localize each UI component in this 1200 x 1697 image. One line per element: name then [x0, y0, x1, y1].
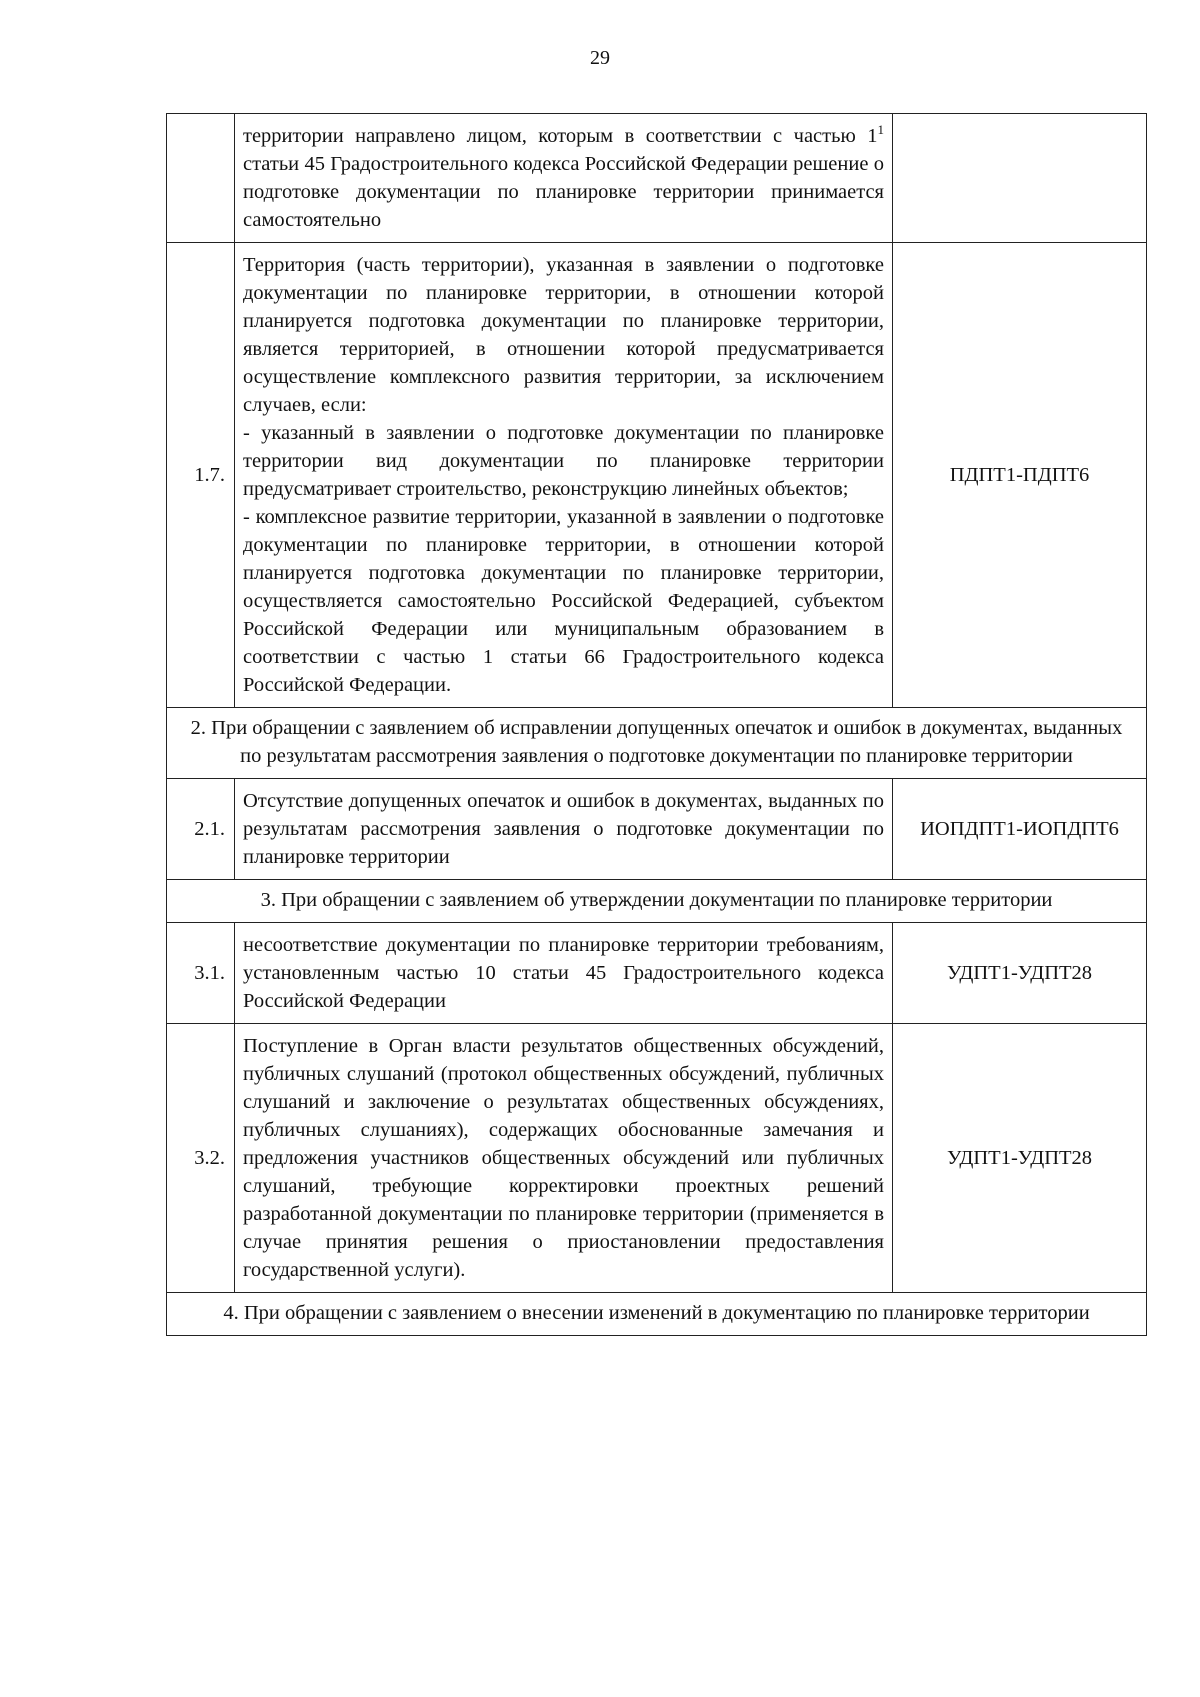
row-code: УДПТ1-УДПТ28	[893, 1024, 1147, 1293]
row-number: 3.2.	[167, 1024, 235, 1293]
row-text: Отсутствие допущенных опечаток и ошибок в документах, выданных по результатам рассмотрения заявления о подготовке документации по планировке территории	[235, 779, 893, 880]
row-number	[167, 114, 235, 243]
row-code: ИОПДПТ1-ИОПДПТ6	[893, 779, 1147, 880]
row-number: 2.1.	[167, 779, 235, 880]
row-number: 3.1.	[167, 923, 235, 1024]
row-text: Поступление в Орган власти результатов общественных обсуждений, публичных слушаний (протокол общественных обсуждений, публичных слушаний и заключение о результатах общественных обсуждениях, публичных слушаниях), содержащих обоснованные замечания и предложения участников общественных обсуждений или публичных слушаний, требующие корректировки проектных решений разработанной документации по планировке территории (применяется в случае принятия решения о приостановлении предоставления государственной услуги).	[235, 1024, 893, 1293]
table-row	[167, 243, 1147, 708]
superscript: 1	[877, 122, 884, 138]
section-heading: 4. При обращении с заявлением о внесении изменений в документацию по планировке территории	[167, 1293, 1147, 1336]
row-text	[235, 243, 893, 708]
section-row	[167, 880, 1147, 923]
row-code	[893, 114, 1147, 243]
section-row	[167, 1293, 1147, 1336]
table-row	[167, 1024, 1147, 1293]
row-code: ПДПТ1-ПДПТ6	[893, 243, 1147, 708]
row-text: несоответствие документации по планировке территории требованиям, установленным частью 10 статьи 45 Градостроительного кодекса Российской Федерации	[235, 923, 893, 1024]
table-row	[167, 114, 1147, 243]
row-text-part: статьи 45 Градостроительного кодекса Российской Федерации решение о подготовке документации по планировке территории принимается самостоятельно	[243, 153, 884, 231]
table-row	[167, 779, 1147, 880]
row-paragraph: - указанный в заявлении о подготовке документации по планировке территории вид документации по планировке территории предусматривает строительство, реконструкцию линейных объектов;	[243, 422, 884, 500]
row-number: 1.7.	[167, 243, 235, 708]
row-text-part: территории направлено лицом, которым в соответствии с частью 1	[243, 125, 878, 147]
section-heading: 2. При обращении с заявлением об исправлении допущенных опечаток и ошибок в документах, выданных по результатам рассмотрения заявления о подготовке документации по планировке территории	[167, 708, 1147, 779]
row-paragraph: Территория (часть территории), указанная в заявлении о подготовке документации по планировке территории, в отношении которой планируется подготовка документации по планировке территории, является территорией, в отношении которой предусматривается осуществление комплексного развития территории, за исключением случаев, если:	[243, 254, 884, 416]
row-code: УДПТ1-УДПТ28	[893, 923, 1147, 1024]
row-text	[235, 114, 893, 243]
table-row	[167, 923, 1147, 1024]
section-heading: 3. При обращении с заявлением об утверждении документации по планировке территории	[167, 880, 1147, 923]
grounds-table	[166, 113, 1147, 1336]
page-number: 29	[590, 47, 610, 69]
row-paragraph: - комплексное развитие территории, указанной в заявлении о подготовке документации по планировке территории, в отношении которой планируется подготовка документации по планировке территории, осуществляется самостоятельно Российской Федерацией, субъектом Российской Федерации или муниципальным образованием в соответствии с частью 1 статьи 66 Градостроительного кодекса Российской Федерации.	[243, 506, 884, 696]
section-row	[167, 708, 1147, 779]
